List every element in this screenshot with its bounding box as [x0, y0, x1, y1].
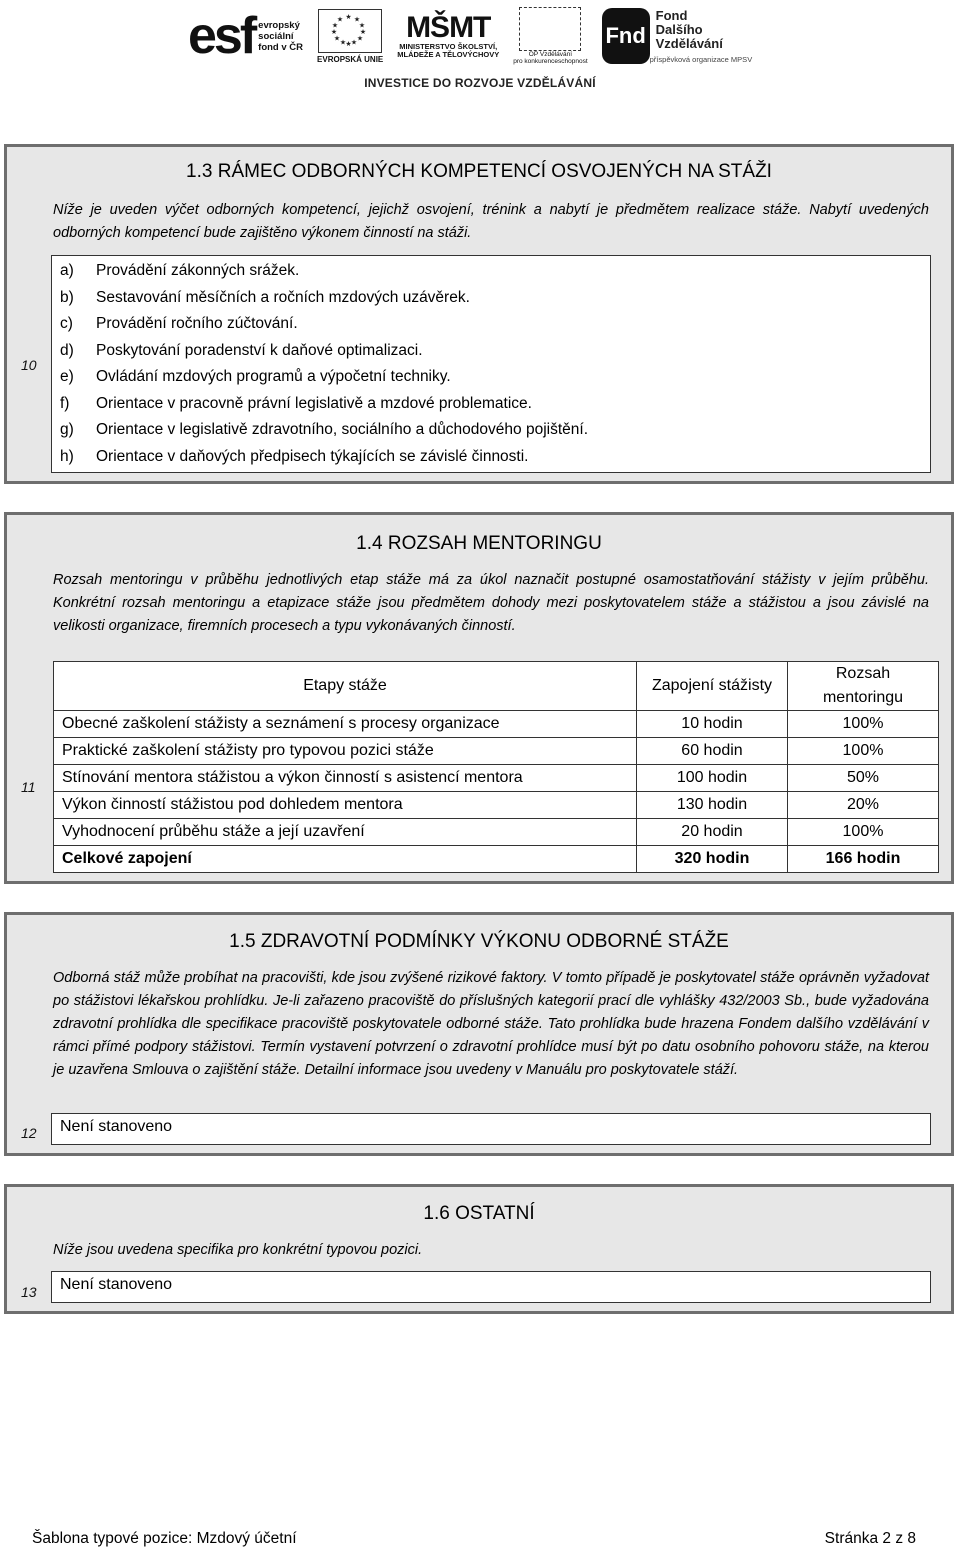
table-total-row — [54, 846, 939, 873]
fdv-text-line: Dalšího — [655, 21, 703, 37]
row-number: 12 — [21, 1125, 37, 1141]
list-item — [60, 311, 930, 338]
other-value-box — [51, 1271, 931, 1303]
list-item — [60, 258, 930, 285]
total-mentoring-hours: 166 hodin — [788, 846, 939, 873]
section-intro: Rozsah mentoringu v průběhu jednotlivých etap stáže má za úkol naznačit postupné osamostatňování stážisty v jejím průběhu. Konkrétní rozsah mentoringu a etapizace stáže jsou předmětem dohody mezi poskytovatelem stáže a stážistou a jsou závislé na velikosti organizace, firemních procesech a typu vykonávaných činností. — [53, 572, 929, 634]
section-health — [4, 912, 954, 1156]
eu-logo — [317, 9, 383, 64]
op-text-line: pro konkurenceschopnost — [513, 58, 588, 65]
stage-name: Praktické zaškolení stážisty pro typovou pozici stáže — [54, 738, 637, 765]
list-item — [60, 417, 930, 444]
mentoring-share: 20% — [788, 792, 939, 819]
fdv-logo — [602, 8, 753, 64]
msmt-mark: MŠMT — [406, 10, 491, 44]
mentoring-share: 50% — [788, 765, 939, 792]
esf-text-line: fond v ČR — [258, 41, 304, 53]
svg-text:★: ★ — [333, 35, 341, 42]
fdv-text-line: Fond — [655, 7, 688, 23]
list-item-letter: b) — [60, 288, 74, 306]
page-footer — [32, 1530, 916, 1548]
section-intro: Níže jsou uvedena specifika pro konkrétní typovou pozici. — [53, 1242, 423, 1258]
list-item — [60, 391, 930, 418]
row-number: 11 — [21, 779, 36, 795]
investice-text: INVESTICE DO ROZVOJE VZDĚLÁVÁNÍ — [364, 76, 596, 90]
list-item-text: Provádění zákonných srážek. — [96, 262, 300, 279]
esf-text-line: sociální — [258, 30, 294, 42]
section-title: 1.4 ROZSAH MENTORINGU — [356, 533, 602, 554]
table-row — [54, 792, 939, 819]
table-row — [54, 738, 939, 765]
list-item — [60, 364, 930, 391]
row-number: 13 — [21, 1284, 37, 1300]
trainee-hours: 20 hodin — [637, 819, 788, 846]
list-item — [60, 444, 930, 471]
op-text-line: OP Vzdělávání — [528, 50, 573, 58]
section-intro: Odborná stáž může probíhat na pracovišti, kde jsou zvýšené rizikové faktory. V tomto případě je poskytovatel stáže oprávněn vyžadovat po stážistovi lékařskou prohlídku. Je-li zařazeno pracoviště do příslušných kategorií prací dle vyhlášky 432/2003 Sb., bude vyžadována zdravotní prohlídka dle specifikace pracoviště poskytovatele odborné stáže. Tato prohlídka bude hrazena Fondem dalšího vzdělávání v rámci přímé podpory stážistovi. Termín vystavení potvrzení o zdravotní prohlídce musí být po datu osobního pohovoru stáže, na kterou je uzavřena Smlouva o zajištění stáže. Detailní informace jsou uvedeny v Manuálu pro poskytovatele stáží. — [53, 970, 929, 1078]
svg-text:★: ★ — [331, 22, 339, 29]
fdv-text-line: Vzdělávání — [655, 35, 723, 51]
esf-mark: esf — [188, 7, 255, 65]
esf-logo — [188, 7, 304, 65]
mentoring-share: 100% — [788, 819, 939, 846]
list-item-text: Sestavování měsíčních a ročních mzdových uzávěrek. — [96, 288, 470, 306]
stage-name: Vyhodnocení průběhu stáže a její uzavření — [54, 819, 637, 846]
list-item-letter: h) — [60, 447, 74, 465]
svg-text:★: ★ — [339, 39, 347, 46]
footer-page-number: Stránka 2 z 8 — [824, 1530, 916, 1547]
column-header: Zapojení stážisty — [637, 662, 788, 711]
total-trainee-hours: 320 hodin — [637, 846, 788, 873]
section-title: 1.5 ZDRAVOTNÍ PODMÍNKY VÝKONU ODBORNÉ STÁŽE — [229, 931, 729, 952]
table-row — [54, 819, 939, 846]
list-item-letter: f) — [60, 394, 70, 412]
competence-list — [60, 258, 930, 470]
msmt-text-line: MINISTERSTVO ŠKOLSTVÍ, — [399, 41, 498, 51]
list-item-text: Poskytování poradenství k daňové optimalizaci. — [96, 341, 423, 359]
health-value-box — [51, 1113, 931, 1145]
list-item-text: Ovládání mzdových programů a výpočetní techniky. — [96, 368, 451, 385]
mentoring-table — [53, 661, 939, 873]
svg-text:★: ★ — [358, 22, 366, 29]
msmt-text-line: MLÁDEŽE A TĚLOVÝCHOVY — [397, 50, 500, 59]
header-logos — [0, 0, 960, 100]
fdv-subtitle: příspěvková organizace MPSV — [649, 54, 753, 64]
trainee-hours: 10 hodin — [637, 711, 788, 738]
other-value: Není stanoveno — [60, 1276, 173, 1293]
total-label: Celkové zapojení — [54, 846, 637, 873]
stage-name: Stínování mentora stážistou a výkon činností s asistencí mentora — [54, 765, 637, 792]
section-title: 1.3 RÁMEC ODBORNÝCH KOMPETENCÍ OSVOJENÝCH NA STÁŽI — [186, 161, 772, 182]
trainee-hours: 100 hodin — [637, 765, 788, 792]
list-item-letter: d) — [60, 341, 74, 359]
eu-caption: EVROPSKÁ UNIE — [317, 54, 384, 64]
eu-flag-icon — [318, 9, 382, 53]
row-number: 10 — [21, 357, 37, 373]
trainee-hours: 60 hodin — [637, 738, 788, 765]
investice-slogan — [0, 76, 960, 90]
fdv-mark: Fnd — [602, 8, 650, 64]
esf-text-line: evropský — [258, 19, 300, 31]
list-item-letter: e) — [60, 368, 74, 385]
svg-text:★: ★ — [359, 28, 367, 36]
svg-text:★: ★ — [353, 16, 361, 23]
mentoring-share: 100% — [788, 711, 939, 738]
msmt-logo — [397, 10, 500, 60]
column-header: Rozsah mentoringu — [788, 662, 939, 711]
op-emblem-icon — [519, 7, 581, 51]
list-item-text: Orientace v legislativě zdravotního, sociálního a důchodového pojištění. — [96, 421, 588, 438]
section-mentoring — [4, 512, 954, 884]
trainee-hours: 130 hodin — [637, 792, 788, 819]
section-other — [4, 1184, 954, 1314]
svg-text:★: ★ — [356, 35, 364, 42]
svg-text:★: ★ — [345, 40, 352, 48]
mentoring-share: 100% — [788, 738, 939, 765]
op-logo — [513, 7, 587, 66]
table-row — [54, 711, 939, 738]
table-row — [54, 765, 939, 792]
stage-name: Obecné zaškolení stážisty a seznámení s procesy organizace — [54, 711, 637, 738]
list-item-text: Orientace v daňových předpisech týkajících se závislé činnosti. — [96, 447, 529, 465]
list-item — [60, 338, 930, 365]
health-value: Není stanoveno — [60, 1118, 173, 1135]
section-intro: Níže je uveden výčet odborných kompetencí, jejichž osvojení, trénink a nabytí je předmětem realizace stáže. Nabytí uvedených odborných kompetencí bude zajištěno výkonem činností na stáži. — [53, 202, 929, 241]
svg-text:★: ★ — [350, 39, 358, 46]
column-header: Etapy stáže — [54, 662, 637, 711]
svg-text:★: ★ — [330, 28, 338, 36]
competence-list-box — [51, 255, 931, 473]
list-item-letter: c) — [60, 315, 73, 332]
table-header-row — [54, 662, 939, 711]
section-title: 1.6 OSTATNÍ — [423, 1203, 535, 1224]
list-item — [60, 285, 930, 312]
footer-template-name: Šablona typové pozice: Mzdový účetní — [32, 1530, 297, 1547]
svg-text:★: ★ — [345, 13, 352, 21]
list-item-letter: g) — [60, 421, 74, 438]
list-item-text: Provádění ročního zúčtování. — [96, 315, 298, 332]
list-item-letter: a) — [60, 262, 74, 279]
svg-text:★: ★ — [336, 16, 344, 23]
section-competences — [4, 144, 954, 484]
stage-name: Výkon činností stážistou pod dohledem mentora — [54, 792, 637, 819]
list-item-text: Orientace v pracovně právní legislativě a mzdové problematice. — [96, 394, 532, 412]
